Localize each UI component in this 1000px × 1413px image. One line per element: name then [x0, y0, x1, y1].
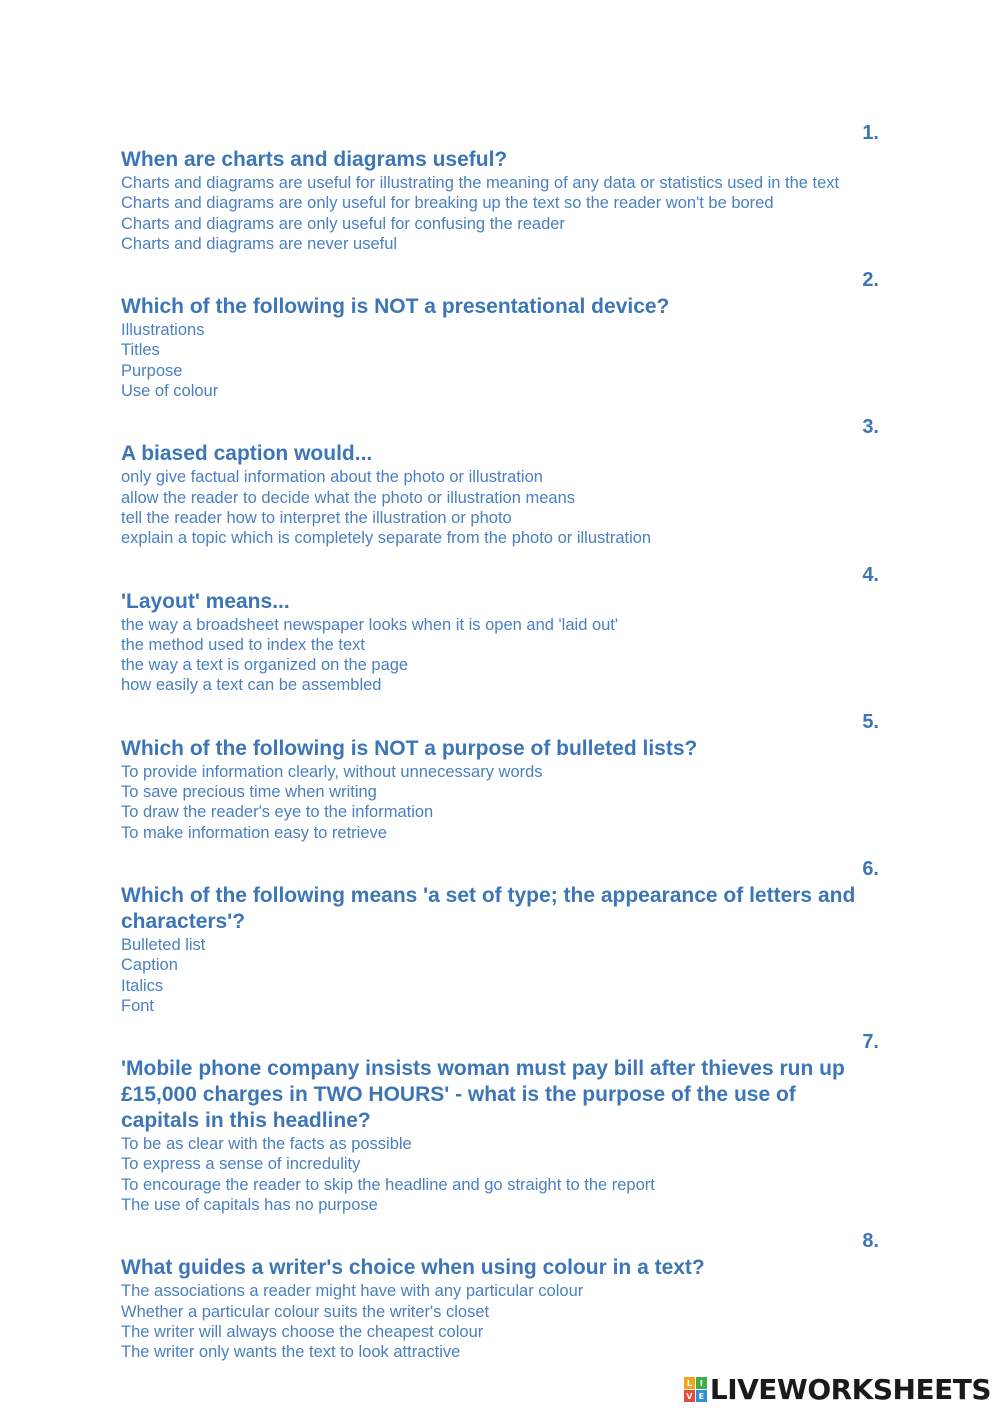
answer-option[interactable]: the way a text is organized on the page	[121, 656, 409, 675]
question-block	[121, 1031, 879, 1215]
logo-text: LIVEWORKSHEETS	[709, 1373, 991, 1406]
answer-option[interactable]: Font	[121, 996, 155, 1015]
question-title: What guides a writer's choice when using colour in a text?	[121, 1256, 705, 1280]
liveworksheets-logo	[684, 1373, 991, 1406]
question-title: Which of the following is NOT a purpose of bulleted lists?	[121, 736, 698, 760]
question-number: 8.	[862, 1230, 879, 1253]
answer-options	[121, 1134, 879, 1215]
question-block	[121, 122, 879, 254]
logo-block: V	[684, 1390, 695, 1402]
answer-option[interactable]: The associations a reader might have with any particular colour	[121, 1282, 584, 1301]
question-number: 6.	[862, 857, 879, 880]
logo-blocks-icon	[684, 1377, 707, 1402]
answer-options	[121, 935, 879, 1016]
answer-option[interactable]: To be as clear with the facts as possible	[121, 1135, 412, 1154]
question-title: 'Mobile phone company insists woman must pay bill after thieves run up £15,000 charges in TWO HOURS' - what is the purpose of the use of capitals in this headline?	[121, 1057, 845, 1133]
answer-options	[121, 173, 879, 254]
answer-option[interactable]: To encourage the reader to skip the headline and go straight to the report	[121, 1175, 655, 1194]
answer-option[interactable]: the way a broadsheet newspaper looks when it is open and 'laid out'	[121, 615, 619, 634]
answer-option[interactable]: Whether a particular colour suits the writer's closet	[121, 1302, 490, 1321]
question-number: 5.	[862, 710, 879, 733]
answer-option[interactable]: Use of colour	[121, 382, 219, 401]
question-block	[121, 269, 879, 401]
answer-option[interactable]: how easily a text can be assembled	[121, 676, 382, 695]
answer-option[interactable]: The writer will always choose the cheapest colour	[121, 1322, 484, 1341]
answer-option[interactable]: Charts and diagrams are only useful for confusing the reader	[121, 214, 565, 233]
question-block	[121, 416, 879, 548]
answer-option[interactable]: explain a topic which is completely separate from the photo or illustration	[121, 529, 652, 548]
question-block	[121, 1230, 879, 1362]
question-block	[121, 858, 879, 1016]
answer-option[interactable]: To provide information clearly, without unnecessary words	[121, 762, 543, 781]
answer-options	[121, 1281, 879, 1362]
question-number: 7.	[862, 1031, 879, 1054]
question-title: 'Layout' means...	[121, 589, 290, 613]
answer-option[interactable]: tell the reader how to interpret the illustration or photo	[121, 508, 512, 527]
question-title: Which of the following is NOT a presentational device?	[121, 295, 670, 319]
answer-option[interactable]: Titles	[121, 341, 160, 360]
logo-block: I	[696, 1377, 707, 1389]
answer-options	[121, 615, 879, 696]
answer-option[interactable]: Purpose	[121, 361, 183, 380]
question-block	[121, 711, 879, 843]
answer-option[interactable]: allow the reader to decide what the photo or illustration means	[121, 488, 576, 507]
answer-option[interactable]: The use of capitals has no purpose	[121, 1196, 378, 1215]
quiz-container	[121, 122, 879, 1378]
answer-option[interactable]: Charts and diagrams are useful for illustrating the meaning of any data or statistics used in the text	[121, 174, 840, 192]
answer-option[interactable]: Charts and diagrams are only useful for breaking up the text so the reader won't be bored	[121, 194, 774, 213]
answer-option[interactable]: To make information easy to retrieve	[121, 823, 387, 842]
question-number: 3.	[862, 416, 879, 439]
question-title: A biased caption would...	[121, 442, 373, 466]
answer-option[interactable]: only give factual information about the photo or illustration	[121, 468, 543, 487]
logo-block: L	[684, 1377, 695, 1389]
answer-options	[121, 320, 879, 401]
answer-option[interactable]: The writer only wants the text to look attractive	[121, 1343, 461, 1362]
answer-option[interactable]: Charts and diagrams are never useful	[121, 234, 398, 253]
question-number: 2.	[862, 269, 879, 292]
answer-options	[121, 762, 879, 843]
answer-option[interactable]: To draw the reader's eye to the information	[121, 803, 434, 822]
answer-option[interactable]: Caption	[121, 956, 178, 975]
answer-option[interactable]: Illustrations	[121, 321, 205, 340]
question-block	[121, 564, 879, 696]
answer-option[interactable]: To express a sense of incredulity	[121, 1155, 361, 1174]
logo-block: E	[696, 1390, 707, 1402]
question-number: 1.	[862, 122, 879, 144]
question-title: When are charts and diagrams useful?	[121, 148, 508, 171]
answer-option[interactable]: Italics	[121, 976, 164, 995]
answer-options	[121, 467, 879, 548]
question-title: Which of the following means 'a set of type; the appearance of letters and characters'?	[121, 883, 856, 933]
answer-option[interactable]: Bulleted list	[121, 935, 206, 954]
answer-option[interactable]: To save precious time when writing	[121, 783, 377, 802]
answer-option[interactable]: the method used to index the text	[121, 635, 365, 654]
question-number: 4.	[862, 563, 879, 586]
